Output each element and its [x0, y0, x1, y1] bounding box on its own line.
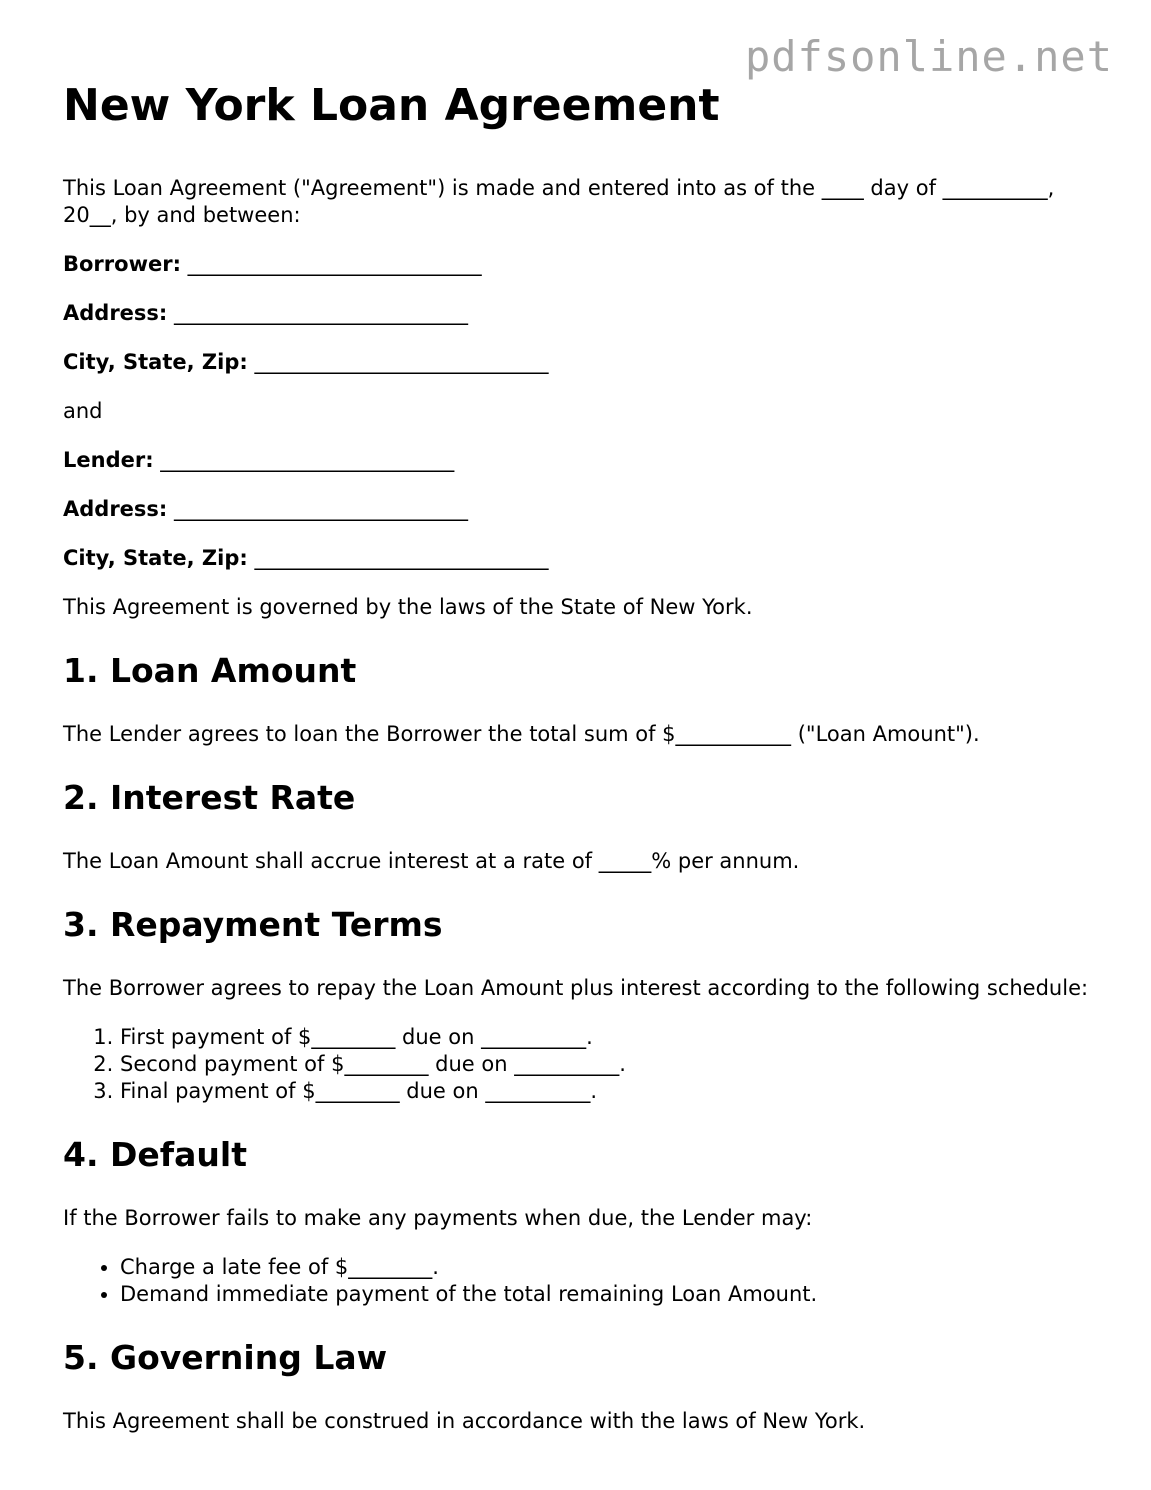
governed-statement: This Agreement is governed by the laws of the State of New York.	[63, 594, 753, 619]
borrower-address-blank: ____________________________	[174, 300, 469, 325]
borrower-city-blank: ____________________________	[254, 349, 549, 374]
borrower-city-field	[63, 349, 1091, 376]
list-item: 1. First payment of $________ due on __________.	[120, 1024, 1091, 1051]
lender-name-field	[63, 447, 1091, 474]
section-heading-loan-amount: 1. Loan Amount	[63, 650, 357, 690]
section-heading-repayment-terms: 3. Repayment Terms	[63, 904, 443, 944]
intro-paragraph: This Loan Agreement ("Agreement") is made and entered into as of the ____ day of __________, 20__, by and between:	[63, 175, 1055, 227]
lender-name-blank: ____________________________	[160, 447, 455, 472]
and-text: and	[63, 398, 103, 423]
default-remedies-list	[63, 1254, 1091, 1308]
list-item: • Charge a late fee of $________.	[120, 1254, 1091, 1281]
lender-address-field	[63, 496, 1091, 523]
lender-address-label: Address:	[63, 496, 168, 521]
section-heading-default: 4. Default	[63, 1134, 247, 1174]
borrower-address-label: Address:	[63, 300, 168, 325]
lender-address-blank: ____________________________	[174, 496, 469, 521]
section-text-governing-law: This Agreement shall be construed in accordance with the laws of New York.	[63, 1408, 866, 1433]
borrower-name-blank: ____________________________	[187, 251, 482, 276]
list-item: 3. Final payment of $________ due on __________.	[120, 1078, 1091, 1105]
borrower-address-field	[63, 300, 1091, 327]
lender-label: Lender:	[63, 447, 154, 472]
section-text-default: If the Borrower fails to make any payments when due, the Lender may:	[63, 1205, 813, 1230]
list-item: 2. Second payment of $________ due on __________.	[120, 1051, 1091, 1078]
borrower-label: Borrower:	[63, 251, 181, 276]
payment-schedule-list	[63, 1024, 1091, 1105]
section-text-loan-amount: The Lender agrees to loan the Borrower the total sum of $___________ ("Loan Amount").	[63, 721, 980, 746]
document-page	[63, 80, 1091, 1435]
lender-city-label: City, State, Zip:	[63, 545, 248, 570]
section-text-repayment-terms: The Borrower agrees to repay the Loan Amount plus interest according to the following schedule:	[63, 975, 1089, 1000]
document-title: New York Loan Agreement	[63, 80, 720, 131]
borrower-city-label: City, State, Zip:	[63, 349, 248, 374]
section-heading-governing-law: 5. Governing Law	[63, 1337, 388, 1377]
section-text-interest-rate: The Loan Amount shall accrue interest at a rate of _____% per annum.	[63, 848, 800, 873]
lender-city-blank: ____________________________	[254, 545, 549, 570]
watermark: pdfsonline.net	[744, 32, 1113, 81]
list-item: • Demand immediate payment of the total remaining Loan Amount.	[120, 1281, 1091, 1308]
section-heading-interest-rate: 2. Interest Rate	[63, 777, 356, 817]
lender-city-field	[63, 545, 1091, 572]
borrower-name-field	[63, 251, 1091, 278]
